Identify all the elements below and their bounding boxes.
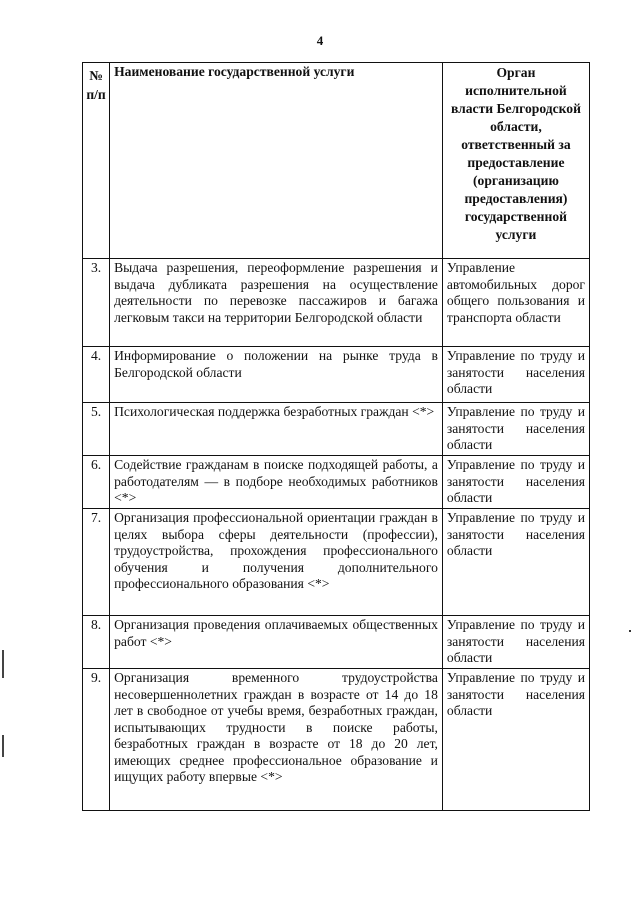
page-number: 4 (316, 33, 324, 48)
row-organ: Управление по труду и занятости населения области (442, 669, 589, 811)
row-organ: Управление по труду и занятости населения области (442, 509, 589, 616)
row-num: 4. (83, 347, 110, 403)
row-organ: Управление по труду и занятости населения области (442, 456, 589, 509)
row-num: 3. (83, 259, 110, 347)
row-organ: Управление автомобильных дорог общего пользования и транспорта области (442, 259, 589, 347)
services-table (82, 62, 590, 811)
scan-artifact-line (2, 650, 4, 678)
row-service-name: Психологическая поддержка безработных граждан <*> (110, 403, 443, 456)
row-organ: Управление по труду и занятости населения области (442, 616, 589, 669)
row-service-name: Организация проведения оплачиваемых общественных работ <*> (110, 616, 443, 669)
row-service-name: Организация временного трудоустройства несовершеннолетних граждан в возрасте от 14 до 18 лет в свободное от учебы время, безработных граждан, испытывающих трудности в поиске работы, безработных граждан в возрасте от 18 до 20 лет, имеющих среднее профессиональное образование и ищущих работу впервые <*> (110, 669, 443, 811)
header-organ: Орган исполнительной власти Белгородской области, ответственный за предоставление (организацию предоставления) государственной услуги (442, 63, 589, 259)
row-num: 8. (83, 616, 110, 669)
row-service-name: Содействие гражданам в поиске подходящей работы, а работодателям — в подборе необходимых работников <*> (110, 456, 443, 509)
row-num: 7. (83, 509, 110, 616)
row-num: 6. (83, 456, 110, 509)
table-row (83, 616, 590, 669)
row-organ: Управление по труду и занятости населения области (442, 347, 589, 403)
row-service-name: Организация профессиональной ориентации граждан в целях выбора сферы деятельности (профессии), трудоустройства, прохождения профессионального обучения и получения дополнительного профессионального образования <*> (110, 509, 443, 616)
table-row (83, 259, 590, 347)
table-row (83, 347, 590, 403)
scan-artifact-dot (629, 630, 631, 632)
table-row (83, 403, 590, 456)
row-service-name: Информирование о положении на рынке труда в Белгородской области (110, 347, 443, 403)
row-num: 9. (83, 669, 110, 811)
row-service-name: Выдача разрешения, переоформление разрешения и выдача дубликата разрешения на осуществление деятельности по перевозке пассажиров и багажа легковым такси на территории Белгородской области (110, 259, 443, 347)
row-organ: Управление по труду и занятости населения области (442, 403, 589, 456)
table-row (83, 509, 590, 616)
header-name: Наименование государственной услуги (110, 63, 443, 259)
row-num: 5. (83, 403, 110, 456)
header-num: № п/п (83, 63, 110, 259)
table-header-row (83, 63, 590, 259)
table-row (83, 669, 590, 811)
table-row (83, 456, 590, 509)
scan-artifact-line (2, 735, 4, 757)
